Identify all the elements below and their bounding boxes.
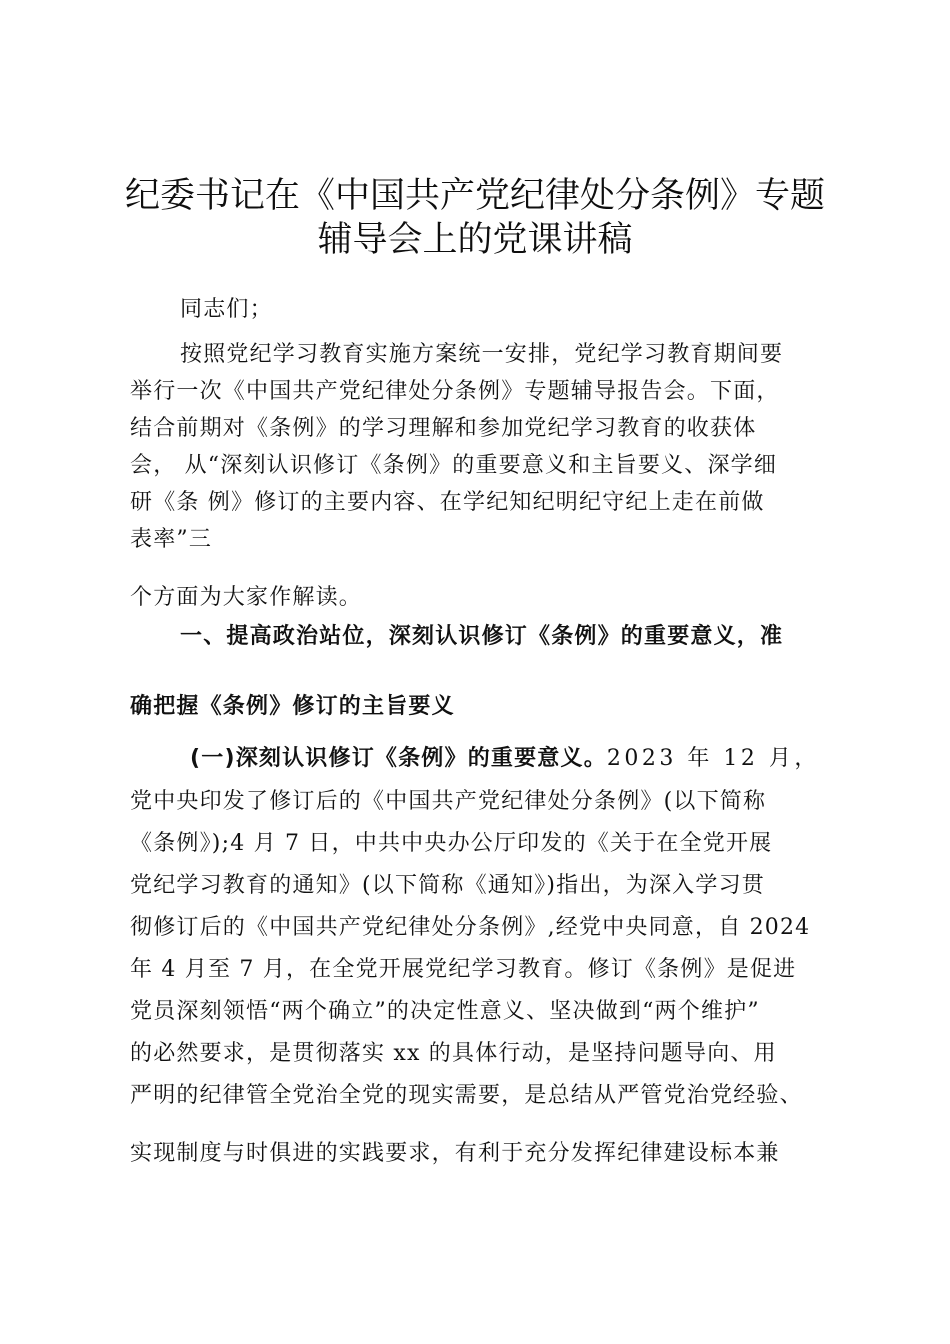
document-title-line-2: 辅导会上的党课讲稿	[317, 220, 633, 260]
intro-line-7: 个方面为大家作解读。	[130, 585, 363, 610]
section-1-heading-line-1: 一、提高政治站位，深刻认识修订《条例》的重要意义，准	[180, 624, 784, 649]
body-line-9: 实现制度与时俱进的实践要求，有利于充分发挥纪律建设标本兼	[130, 1141, 780, 1166]
subsection-1-heading: (一)深刻认识修订《条例》的重要意义。	[190, 746, 607, 771]
document-title-line-1: 纪委书记在《中国共产党纪律处分条例》专题	[124, 176, 825, 216]
salutation: 同志们；	[180, 297, 273, 322]
intro-line-6: 表率”三	[130, 527, 213, 552]
body-line-5: 年 4 月至 7 月，在全党开展党纪学习教育。修订《条例》是促进	[130, 957, 797, 982]
subsection-1-date: 2023 年 12 月，	[606, 746, 820, 771]
section-1-heading-line-2: 确把握《条例》修订的主旨要义	[130, 694, 455, 719]
intro-line-3: 结合前期对《条例》的学习理解和参加党纪学习教育的收获体	[130, 416, 757, 441]
subsection-1-first-line	[190, 744, 910, 774]
intro-line-5: 研《条 例》修订的主要内容、在学纪知纪明纪守纪上走在前做	[130, 490, 765, 515]
intro-line-1: 按照党纪学习教育实施方案统一安排，党纪学习教育期间要	[180, 342, 784, 367]
body-line-7: 的必然要求，是贯彻落实 xx 的具体行动，是坚持问题导向、用	[130, 1041, 777, 1066]
body-line-8: 严明的纪律管全党治全党的现实需要，是总结从严管党治党经验、	[130, 1083, 803, 1108]
intro-line-2: 举行一次《中国共产党纪律处分条例》专题辅导报告会。下面，	[130, 379, 780, 404]
body-line-4: 彻修订后的《中国共产党纪律处分条例》,经党中央同意，自 2024	[130, 915, 811, 940]
body-line-1: 党中央印发了修订后的《中国共产党纪律处分条例》(以下简称	[130, 789, 767, 814]
body-line-3: 党纪学习教育的通知》(以下简称《通知》)指出，为深入学习贯	[130, 873, 765, 898]
intro-line-4: 会， 从“深刻认识修订《条例》的重要意义和主旨要义、深学细	[130, 453, 778, 478]
body-line-6: 党员深刻领悟“两个确立”的决定性意义、坚决做到“两个维护”	[130, 999, 760, 1024]
body-line-2: 《条例》);4 月 7 日，中共中央办公厅印发的《关于在全党开展	[130, 831, 773, 856]
